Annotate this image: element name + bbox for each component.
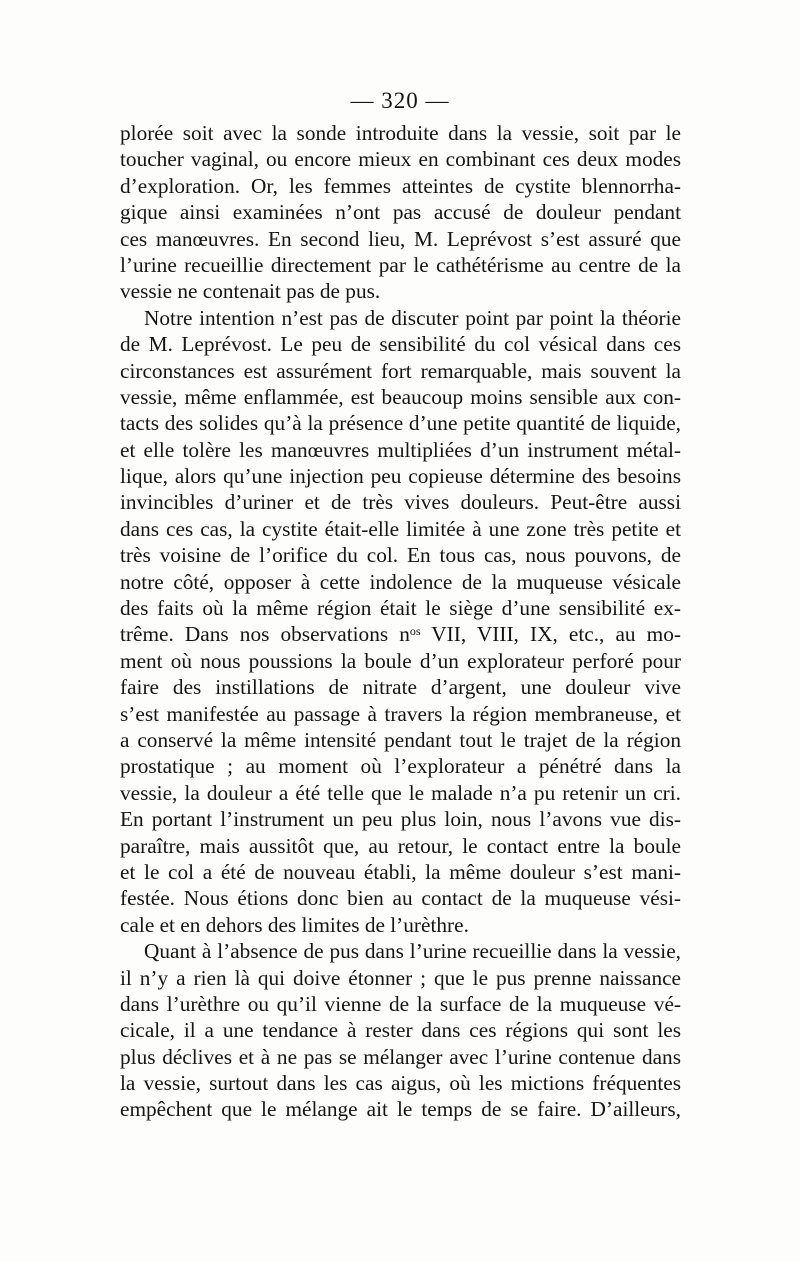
- text-line: prostatique ; au moment où l’explorateur a pénétré dans la: [120, 754, 681, 779]
- text-line: festée. Nous étions donc bien au contact de la muqueuse vési-: [120, 886, 681, 911]
- paragraph-1: [120, 120, 681, 305]
- text-line: ces manœuvres. En second lieu, M. Leprévost s’est assuré que: [120, 226, 681, 251]
- text-line: vessie ne contenait pas de pus.: [120, 279, 381, 304]
- text-line: paraître, mais aussitôt que, au retour, le contact entre la boule: [120, 833, 681, 858]
- text-line: il n’y a rien là qui doive étonner ; que le pus prenne naissance: [120, 965, 681, 990]
- text-line: des faits où la même région était le siège d’une sensibilité ex-: [120, 596, 681, 621]
- text-line: notre côté, opposer à cette indolence de la muqueuse vésicale: [120, 569, 681, 594]
- text-line: toucher vaginal, ou encore mieux en combinant ces deux modes: [120, 147, 681, 172]
- text-line: faire des instillations de nitrate d’argent, une douleur vive: [120, 675, 681, 700]
- text-line: dans ces cas, la cystite était-elle limitée à une zone très petite et: [120, 516, 681, 541]
- page-number: — 320 —: [350, 88, 450, 113]
- text-line: plus déclives et à ne pas se mélanger avec l’urine contenue dans: [120, 1044, 681, 1069]
- body-text: [120, 120, 681, 1123]
- text-fragment: VII, VIII, IX, etc., au mo-: [420, 622, 681, 647]
- text-line: circonstances est assurément fort remarquable, mais souvent la: [120, 358, 681, 383]
- text-line: ment où nous poussions la boule d’un explorateur perforé pour: [120, 648, 681, 673]
- text-line: [120, 621, 681, 647]
- text-line: s’est manifestée au passage à travers la région membraneuse, et: [120, 701, 681, 726]
- paragraph-3: [120, 938, 681, 1123]
- text-line: la vessie, surtout dans les cas aigus, où les mictions fréquentes: [120, 1071, 681, 1096]
- text-line: tacts des solides qu’à la présence d’une petite quantité de liquide,: [120, 411, 681, 436]
- text-line: Notre intention n’est pas de discuter point par point la théorie: [144, 305, 681, 330]
- text-line: lique, alors qu’une injection peu copieuse détermine des besoins: [120, 464, 681, 489]
- text-line: Quant à l’absence de pus dans l’urine recueillie dans la vessie,: [144, 939, 681, 964]
- text-line: plorée soit avec la sonde introduite dans la vessie, soit par le: [120, 121, 681, 145]
- text-line: et le col a été de nouveau établi, la même douleur s’est mani-: [120, 859, 681, 884]
- text-line: vessie, la douleur a été telle que le malade n’a pu retenir un cri.: [120, 780, 681, 805]
- text-line: empêchent que le mélange ait le temps de se faire. D’ailleurs,: [120, 1097, 681, 1122]
- text-line: gique ainsi examinées n’ont pas accusé de douleur pendant: [120, 200, 681, 225]
- superscript: os: [409, 624, 421, 639]
- text-line: et elle tolère les manœuvres multipliées d’un instrument métal-: [120, 437, 681, 462]
- text-line: l’urine recueillie directement par le cathétérisme au centre de la: [120, 252, 681, 277]
- text-line: cale et en dehors des limites de l’urèthre.: [120, 912, 469, 937]
- text-line: vessie, même enflammée, est beaucoup moins sensible aux con-: [120, 384, 681, 409]
- text-line: dans l’urèthre ou qu’il vienne de la surface de la muqueuse vé-: [120, 991, 681, 1016]
- text-line: invincibles d’uriner et de très vives douleurs. Peut-être aussi: [120, 490, 681, 515]
- text-line: a conservé la même intensité pendant tout le trajet de la région: [120, 727, 681, 752]
- text-line: de M. Leprévost. Le peu de sensibilité du col vésical dans ces: [120, 332, 681, 357]
- text-fragment: trême. Dans nos observations n: [120, 622, 410, 647]
- text-line: cicale, il a une tendance à rester dans ces régions qui sont les: [120, 1018, 681, 1043]
- text-line: d’exploration. Or, les femmes atteintes de cystite blennorrha-: [120, 173, 681, 198]
- text-line: En portant l’instrument un peu plus loin, nous l’avons vue dis-: [120, 807, 681, 832]
- text-line: très voisine de l’orifice du col. En tous cas, nous pouvons, de: [120, 543, 681, 568]
- paragraph-2: [120, 305, 681, 938]
